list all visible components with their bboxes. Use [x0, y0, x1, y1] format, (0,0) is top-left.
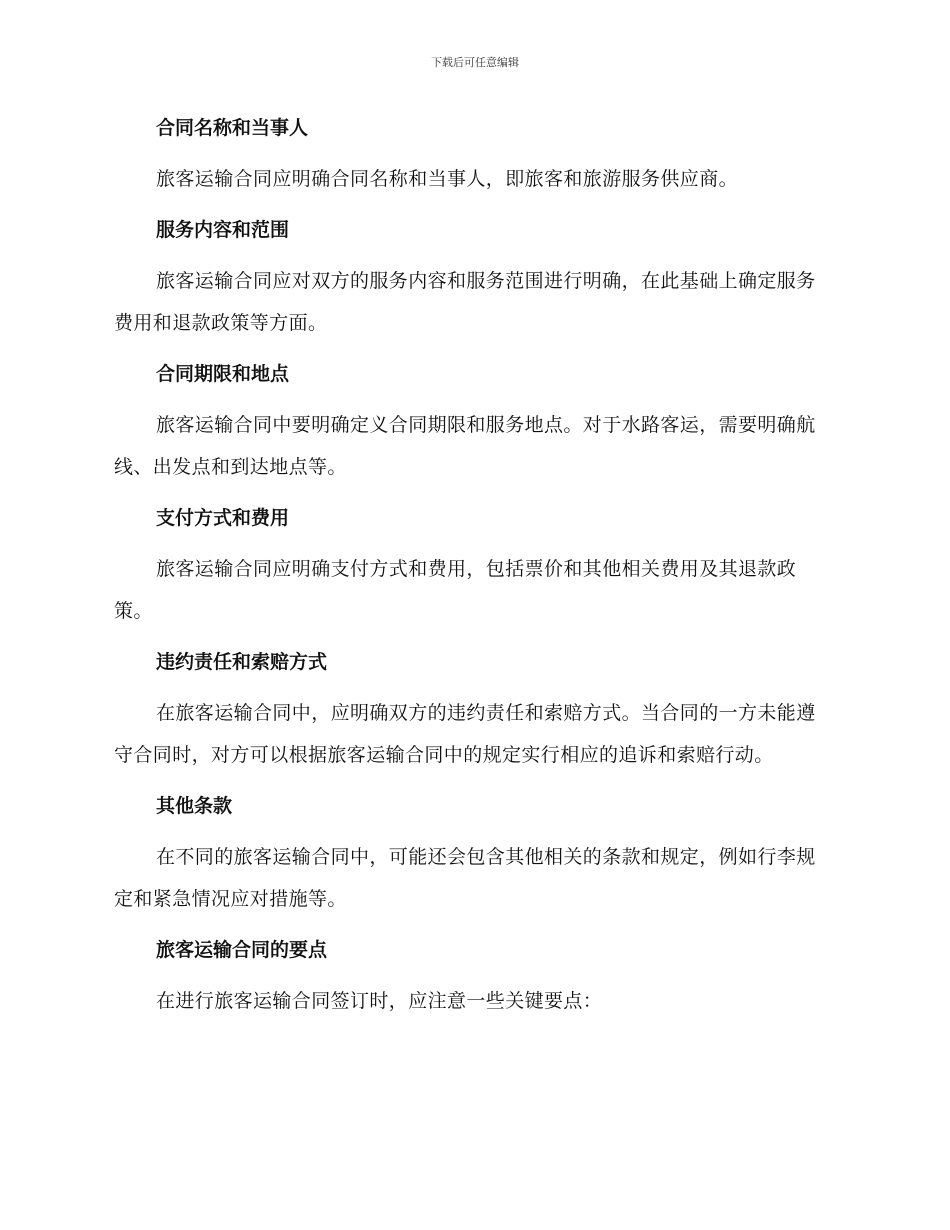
section-paragraph: 旅客运输合同中要明确定义合同期限和服务地点。对于水路客运，需要明确航线、出发点和到达地点等。: [114, 414, 816, 478]
section-paragraph: 旅客运输合同应对双方的服务内容和服务范围进行明确，在此基础上确定服务费用和退款政策等方面。: [114, 270, 816, 334]
section-paragraph: 在不同的旅客运输合同中，可能还会包含其他相关的条款和规定，例如行李规定和紧急情况应对措施等。: [114, 846, 816, 910]
section-heading: 合同名称和当事人: [156, 117, 309, 139]
section-heading: 服务内容和范围: [156, 219, 290, 241]
section-heading: 其他条款: [156, 795, 233, 817]
section-paragraph: 旅客运输合同应明确合同名称和当事人，即旅客和旅游服务供应商。: [156, 168, 739, 190]
section-heading: 违约责任和索赔方式: [156, 651, 328, 673]
section-paragraph: 在旅客运输合同中，应明确双方的违约责任和索赔方式。当合同的一方未能遵守合同时，对方可以根据旅客运输合同中的规定实行相应的追诉和索赔行动。: [114, 702, 816, 766]
section-heading: 支付方式和费用: [156, 507, 290, 529]
document-body: [114, 108, 830, 1032]
section-heading: 合同期限和地点: [156, 363, 290, 385]
section-paragraph: 旅客运输合同应明确支付方式和费用，包括票价和其他相关费用及其退款政策。: [114, 558, 797, 622]
page-header: 下载后可任意编辑: [431, 56, 519, 69]
section-paragraph: 在进行旅客运输合同签订时，应注意一些关键要点：: [156, 990, 603, 1012]
section-heading: 旅客运输合同的要点: [156, 939, 328, 961]
